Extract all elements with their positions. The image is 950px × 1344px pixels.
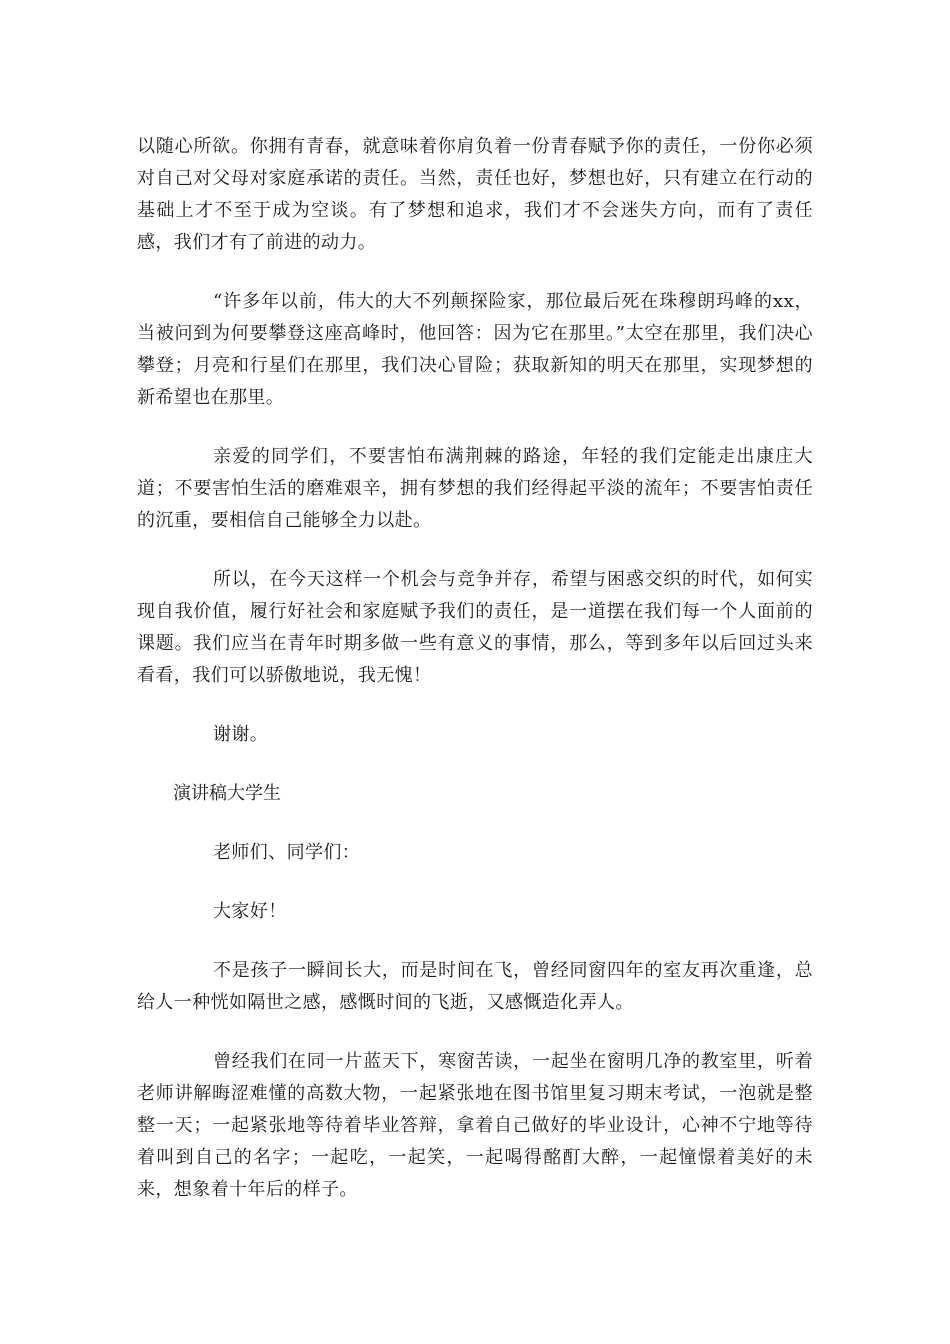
paragraph-2: “许多年以前，伟大的大不列颠探险家，那位最后死在珠穆朗玛峰的xx，当被问到为何要攀登这座高峰时，他回答：因为它在那里。”太空在那里，我们决心攀登；月亮和行星们在那里，我们决心冒险；获取新知的明天在那里，实现梦想的新希望也在那里。 (137, 291, 813, 408)
paragraph-4: 所以，在今天这样一个机会与竞争并存，希望与困惑交织的时代，如何实现自我价值，履行好社会和家庭赋予我们的责任，是一道摆在我们每一个人面前的课题。我们应当在青年时期多做一些有意义的事情，那么，等到多年以后回过头来看看，我们可以骄傲地说，我无愧！ (137, 569, 813, 686)
greeting-hello: 大家好！ (213, 901, 287, 922)
section-heading: 演讲稿大学生 (173, 783, 281, 804)
paragraph-6: 曾经我们在同一片蓝天下，寒窗苦读，一起坐在窗明几净的教室里，听着老师讲解晦涩难懂的高数大物，一起紧张地在图书馆里复习期末考试，一泡就是整整一天；一起紧张地等待着毕业答辩，拿着自己做好的毕业设计，心神不宁地等待着叫到自己的名字；一起吃，一起笑，一起喝得酩酊大醉，一起憧憬着美好的未来，想象着十年后的样子。 (137, 1051, 813, 1200)
paragraph-thanks: 谢谢。 (213, 724, 269, 745)
greeting-salutation: 老师们、同学们： (213, 842, 361, 863)
paragraph-5: 不是孩子一瞬间长大，而是时间在飞，曾经同窗四年的室友再次重逢，总给人一种恍如隔世之感，感慨时间的飞逝，又感慨造化弄人。 (137, 960, 813, 1013)
paragraph-3: 亲爱的同学们，不要害怕布满荆棘的路途，年轻的我们定能走出康庄大道；不要害怕生活的磨难艰辛，拥有梦想的我们经得起平淡的流年；不要害怕责任的沉重，要相信自己能够全力以赴。 (137, 446, 813, 531)
document-body (137, 131, 813, 1233)
paragraph-1: 以随心所欲。你拥有青春，就意味着你肩负着一份青春赋予你的责任，一份你必须对自己对父母对家庭承诺的责任。当然，责任也好，梦想也好，只有建立在行动的基础上才不至于成为空谈。有了梦想和追求，我们才不会迷失方向，而有了责任感，我们才有了前进的动力。 (137, 136, 813, 253)
